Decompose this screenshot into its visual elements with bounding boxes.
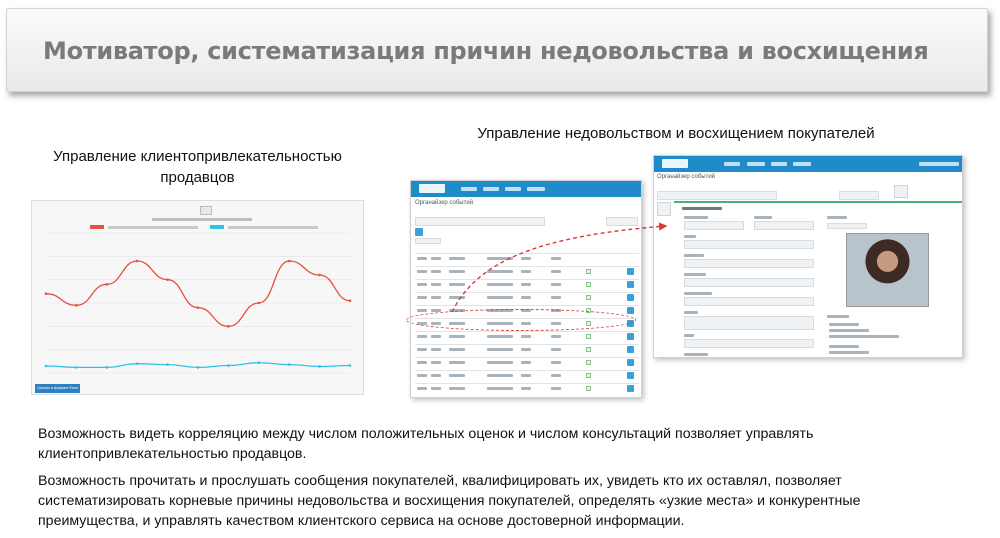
row-checkbox[interactable] xyxy=(586,334,591,339)
table-cell xyxy=(431,348,441,351)
table-cell xyxy=(431,283,441,286)
table-cell xyxy=(449,270,465,273)
table-cell xyxy=(417,348,427,351)
organizer-heading: Органайзер событий xyxy=(415,200,474,206)
row-checkbox[interactable] xyxy=(586,282,591,287)
date-range-input[interactable] xyxy=(657,191,777,200)
attribute-text xyxy=(829,335,899,338)
table-cell xyxy=(487,374,513,377)
data-point xyxy=(197,306,200,309)
attribute-text xyxy=(829,323,859,326)
table-cell xyxy=(449,296,465,299)
table-cell xyxy=(551,270,561,273)
data-point xyxy=(227,364,230,367)
data-point xyxy=(288,260,291,263)
table-row[interactable] xyxy=(415,253,639,254)
table-cell xyxy=(431,296,441,299)
table-row[interactable] xyxy=(415,344,639,345)
table-cell xyxy=(417,387,427,390)
table-cell xyxy=(449,283,465,286)
row-checkbox[interactable] xyxy=(586,373,591,378)
attribute-text xyxy=(829,351,869,354)
row-edit-button[interactable] xyxy=(627,307,634,314)
table-cell xyxy=(449,257,465,260)
table-cell xyxy=(551,257,561,260)
table-cell xyxy=(551,387,561,390)
chart-screenshot xyxy=(31,200,364,395)
data-point xyxy=(349,364,352,367)
data-point xyxy=(136,362,139,365)
data-point xyxy=(258,361,261,364)
table-row[interactable] xyxy=(415,305,639,306)
table-cell xyxy=(449,335,465,338)
table-cell xyxy=(417,309,427,312)
table-cell xyxy=(521,283,531,286)
field-label xyxy=(684,235,696,238)
data-point xyxy=(45,365,48,368)
table-cell xyxy=(487,335,513,338)
table-cell xyxy=(521,257,531,260)
table-cell xyxy=(449,387,465,390)
table-cell xyxy=(431,387,441,390)
field-label xyxy=(684,311,698,314)
nav-item[interactable] xyxy=(483,187,499,191)
brand-logo xyxy=(662,159,688,168)
table-cell xyxy=(487,270,513,273)
table-cell xyxy=(431,257,441,260)
table-row[interactable] xyxy=(415,266,639,267)
table-cell xyxy=(417,270,427,273)
event-type-select[interactable] xyxy=(839,191,879,200)
table-cell xyxy=(521,335,531,338)
row-checkbox[interactable] xyxy=(586,295,591,300)
row-checkbox[interactable] xyxy=(586,386,591,391)
field-label xyxy=(684,292,712,295)
table-cell xyxy=(487,283,513,286)
data-point xyxy=(45,292,48,295)
sidebar-calendar-icon[interactable] xyxy=(657,202,671,216)
table-cell xyxy=(551,374,561,377)
data-point xyxy=(318,274,321,277)
nav-item[interactable] xyxy=(724,162,740,166)
table-cell xyxy=(521,270,531,273)
field-label xyxy=(827,216,847,219)
data-point xyxy=(349,299,352,302)
series-line-0 xyxy=(46,261,350,326)
field-label xyxy=(754,216,772,219)
filter-button[interactable] xyxy=(894,185,908,198)
field-value[interactable] xyxy=(684,240,814,249)
field-value[interactable] xyxy=(684,259,814,268)
page-title: Мотиватор, систематизация причин недовольства и восхищения xyxy=(43,37,929,65)
data-point xyxy=(106,366,109,369)
row-checkbox[interactable] xyxy=(586,347,591,352)
table-row[interactable] xyxy=(415,331,639,332)
table-cell xyxy=(487,257,513,260)
table-cell xyxy=(431,335,441,338)
attribute-text xyxy=(829,329,869,332)
event-type-select[interactable] xyxy=(606,217,638,226)
nav-item[interactable] xyxy=(505,187,521,191)
table-cell xyxy=(521,348,531,351)
field-value[interactable] xyxy=(684,339,814,348)
export-excel-button[interactable]: Скачать в формате Excel xyxy=(35,384,80,393)
brand-logo xyxy=(419,184,445,193)
row-checkbox[interactable] xyxy=(586,360,591,365)
field-value[interactable] xyxy=(684,316,814,330)
line-chart xyxy=(32,201,365,396)
table-cell xyxy=(431,374,441,377)
table-cell xyxy=(551,335,561,338)
title-bar xyxy=(6,8,988,92)
table-cell xyxy=(417,296,427,299)
data-point xyxy=(75,366,78,369)
row-edit-button[interactable] xyxy=(627,294,634,301)
table-cell xyxy=(521,387,531,390)
filter-button[interactable] xyxy=(415,228,423,236)
table-cell xyxy=(551,283,561,286)
paragraph-correlation: Возможность видеть корреляцию между числом положительных оценок и числом консультаций позволяет управлять клиентопривлекательностью продавцов. xyxy=(38,426,814,462)
field-label xyxy=(684,254,704,257)
table-cell xyxy=(417,374,427,377)
data-point xyxy=(227,325,230,328)
field-value[interactable] xyxy=(684,278,814,287)
data-point xyxy=(166,278,169,281)
date-range-input[interactable] xyxy=(415,217,545,226)
table-cell xyxy=(431,270,441,273)
row-edit-button[interactable] xyxy=(627,385,634,392)
user-menu[interactable] xyxy=(919,162,959,166)
nav-item[interactable] xyxy=(747,162,765,166)
table-cell xyxy=(487,361,513,364)
highlighted-row-ellipse xyxy=(406,309,636,331)
field-value[interactable] xyxy=(684,297,814,306)
nav-item[interactable] xyxy=(793,162,811,166)
data-point xyxy=(75,304,78,307)
field-value[interactable] xyxy=(684,221,744,230)
table-row[interactable] xyxy=(415,383,639,384)
audio-player[interactable] xyxy=(827,223,867,229)
field-value[interactable] xyxy=(754,221,814,230)
row-edit-button[interactable] xyxy=(627,359,634,366)
navbar xyxy=(411,181,641,197)
row-edit-button[interactable] xyxy=(627,281,634,288)
event-organizer-screenshot-a xyxy=(410,180,642,398)
page-size-select[interactable] xyxy=(415,238,441,244)
table-cell xyxy=(487,296,513,299)
right-caption: Управление недовольством и восхищением покупателей xyxy=(477,125,875,142)
field-label xyxy=(684,273,706,276)
data-point xyxy=(258,302,261,305)
attribute-text xyxy=(829,345,859,348)
table-cell xyxy=(449,361,465,364)
row-edit-button[interactable] xyxy=(627,346,634,353)
nav-item[interactable] xyxy=(461,187,477,191)
nav-item[interactable] xyxy=(527,187,545,191)
table-cell xyxy=(431,361,441,364)
table-cell xyxy=(521,296,531,299)
table-row[interactable] xyxy=(415,357,639,358)
field-label xyxy=(684,353,708,356)
table-row[interactable] xyxy=(415,279,639,280)
row-edit-button[interactable] xyxy=(627,268,634,275)
table-cell xyxy=(449,348,465,351)
record-heading xyxy=(682,207,722,210)
table-cell xyxy=(551,361,561,364)
table-cell xyxy=(449,374,465,377)
data-point xyxy=(166,363,169,366)
paragraph-messages: Возможность прочитать и прослушать сообщения покупателей, квалифицировать их, увидеть кто их оставлял, позволяет систематизировать корневые причины недовольства и восхищения покупателей, определять «узкие места» и конкурентные преимущества, и управлять качеством клиентского сервиса на основе достоверной информации. xyxy=(38,473,861,529)
nav-item[interactable] xyxy=(771,162,787,166)
data-point xyxy=(106,283,109,286)
field-label xyxy=(827,315,849,318)
table-cell xyxy=(417,283,427,286)
data-point xyxy=(288,363,291,366)
table-cell xyxy=(417,361,427,364)
table-cell xyxy=(521,374,531,377)
data-point xyxy=(197,366,200,369)
row-edit-button[interactable] xyxy=(627,372,634,379)
table-row[interactable] xyxy=(415,292,639,293)
data-point xyxy=(136,260,139,263)
table-row[interactable] xyxy=(415,370,639,371)
table-cell xyxy=(417,335,427,338)
table-cell xyxy=(521,361,531,364)
organizer-heading: Органайзер событий xyxy=(657,174,716,180)
table-cell xyxy=(417,257,427,260)
data-point xyxy=(318,365,321,368)
table-cell xyxy=(551,348,561,351)
navbar xyxy=(654,156,962,172)
table-cell xyxy=(487,348,513,351)
table-cell xyxy=(487,387,513,390)
field-label xyxy=(684,334,694,337)
row-edit-button[interactable] xyxy=(627,333,634,340)
customer-video-frame xyxy=(846,233,929,307)
row-checkbox[interactable] xyxy=(586,269,591,274)
table-cell xyxy=(551,296,561,299)
field-label xyxy=(684,216,708,219)
left-caption: Управление клиентопривлекательностью продавцов xyxy=(53,148,342,186)
